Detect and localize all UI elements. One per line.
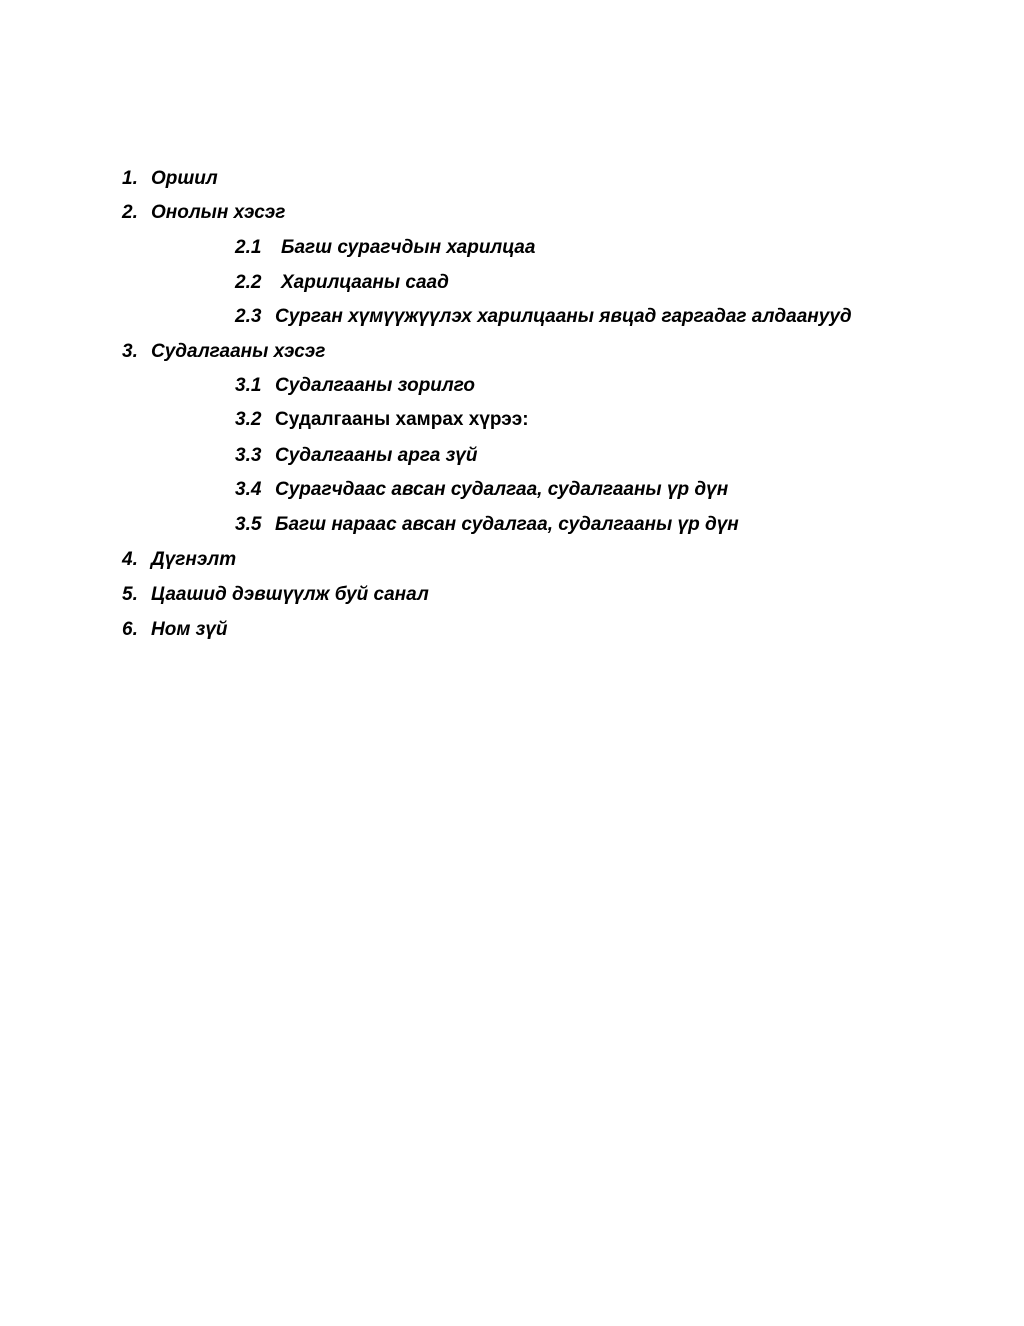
toc-title: Оршил [151,168,218,189]
toc-title: Судалгааны зорилго [275,375,476,396]
toc-title: Ном зүй [151,619,228,640]
toc-number: 2. [122,202,138,223]
toc-number: 2.2 [235,272,262,293]
toc-number: 2.1 [235,237,262,258]
toc-item-6 [122,619,228,641]
toc-item-3-5 [235,514,739,536]
toc-number: 6. [122,619,138,640]
toc-title: Харилцааны саад [281,272,449,293]
toc-item-3-4 [235,479,728,501]
toc-title: Цаашид дэвшүүлж буй санал [151,584,429,605]
toc-title: Судалгааны хамрах хүрээ: [275,409,529,430]
toc-item-2-2 [235,272,449,294]
toc-item-3-2 [235,409,529,431]
toc-item-1 [122,168,218,190]
toc-number: 3.2 [235,409,262,430]
toc-item-2-3 [235,306,852,328]
toc-item-3-3 [235,445,477,467]
toc-item-5 [122,584,429,606]
toc-number: 5. [122,584,138,605]
toc-number: 1. [122,168,138,189]
toc-title: Багш нараас авсан судалгаа, судалгааны үр дүн [275,514,739,535]
toc-title: Дүгнэлт [151,549,237,570]
toc-number: 3.1 [235,375,262,396]
toc-title: Багш сурагчдын харилцаа [281,237,536,258]
toc-number: 3.3 [235,445,262,466]
toc-number: 3.4 [235,479,262,500]
toc-item-3-1 [235,375,475,397]
toc-number: 3. [122,341,138,362]
toc-item-4 [122,549,236,571]
toc-item-2 [122,202,285,224]
toc-item-3 [122,341,325,363]
toc-title: Судалгааны хэсэг [151,341,326,362]
toc-number: 2.3 [235,306,262,327]
toc-title: Сурган хүмүүжүүлэх харилцааны явцад гаргадаг алдаанууд [275,306,852,327]
toc-title: Сурагчдаас авсан судалгаа, судалгааны үр дүн [275,479,729,500]
toc-item-2-1 [235,237,535,259]
toc-number: 3.5 [235,514,262,535]
toc-title: Онолын хэсэг [151,202,286,223]
toc-title: Судалгааны арга зүй [275,445,478,466]
toc-number: 4. [122,549,138,570]
